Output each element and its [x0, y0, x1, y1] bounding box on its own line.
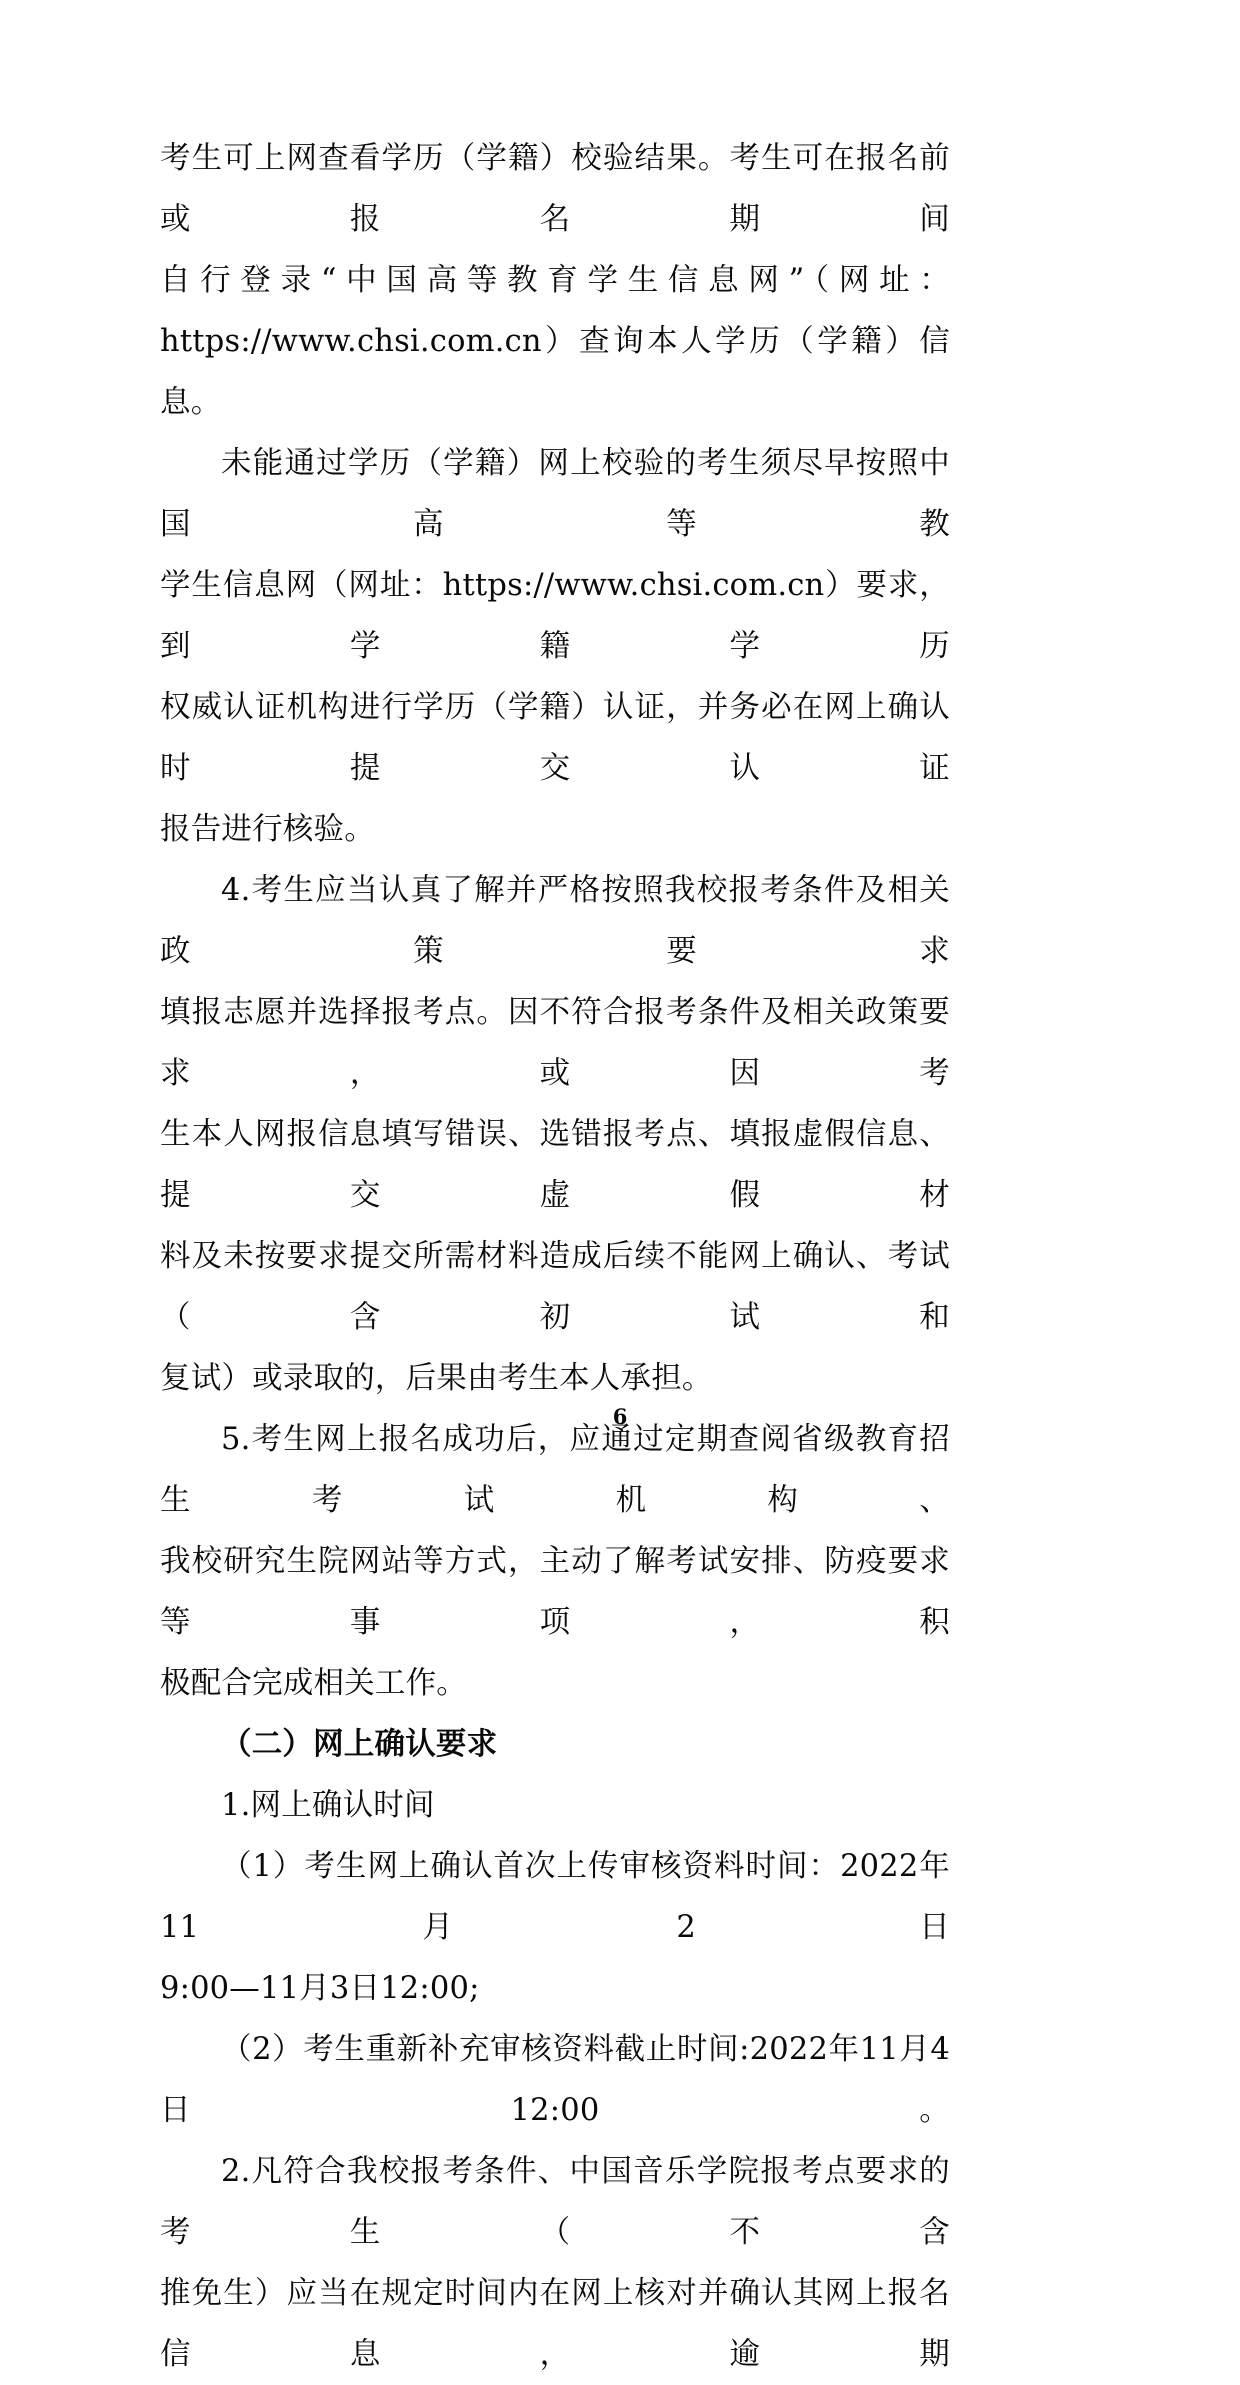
- text-line: 我校研究生院网站等方式，主动了解考试安排、防疫要求等事项，积: [160, 1544, 950, 1640]
- section-heading-online-confirmation: [160, 1714, 950, 1775]
- text-line: 4.考生应当认真了解并严格按照我校报考条件及相关政策要求: [160, 873, 950, 969]
- text-line: 生本人网报信息填写错误、选错报考点、填报虚假信息、提交虚假材: [160, 1117, 950, 1213]
- page-number: 6: [612, 1404, 628, 1429]
- text-line: 自行登录“中国高等教育学生信息网”（网址：: [160, 263, 950, 298]
- text-line: 学生信息网（网址：https://www.chsi.com.cn）要求，到学籍学历: [160, 568, 950, 664]
- text-line: 复试）或录取的，后果由考生本人承担。: [160, 1361, 713, 1396]
- text-line: 报告进行核验。: [160, 812, 375, 847]
- paragraph-sub-1: [160, 1775, 950, 1836]
- paragraph-item-4: [160, 860, 950, 1409]
- text-line: 1.网上确认时间: [221, 1788, 435, 1823]
- paragraph-sub-1-2: [160, 2019, 950, 2141]
- heading-text: （二）网上确认要求: [221, 1726, 498, 1762]
- text-line: （1）考生网上确认首次上传审核资料时间：2022年11月2日: [160, 1849, 950, 1945]
- text-line: 料及未按要求提交所需材料造成后续不能网上确认、考试（含初试和: [160, 1239, 950, 1335]
- text-line: （2）考生重新补充审核资料截止时间:2022年11月4日12:00。: [160, 2032, 950, 2128]
- page-content: [160, 128, 950, 2385]
- text-line: 未能通过学历（学籍）网上校验的考生须尽早按照中国高等教: [160, 446, 950, 542]
- paragraph-xueli-check: [160, 128, 950, 433]
- text-line: 填报志愿并选择报考点。因不符合报考条件及相关政策要求，或因考: [160, 995, 950, 1091]
- text-line: 极配合完成相关工作。: [160, 1666, 467, 1701]
- text-line: 9:00—11月3日12:00;: [160, 1971, 480, 2006]
- text-line: 权威认证机构进行学历（学籍）认证，并务必在网上确认时提交认证: [160, 690, 950, 786]
- text-line: 2.凡符合我校报考条件、中国音乐学院报考点要求的考生（不含: [160, 2154, 950, 2250]
- text-line: 考生可上网查看学历（学籍）校验结果。考生可在报名前或报名期间: [160, 141, 950, 237]
- text-line: https://www.chsi.com.cn）查询本人学历（学籍）信息。: [160, 324, 950, 420]
- paragraph-sub-2: [160, 2141, 950, 2385]
- paragraph-sub-1-1: [160, 1836, 950, 2019]
- paragraph-item-5: [160, 1409, 950, 1714]
- text-line: 推免生）应当在规定时间内在网上核对并确认其网上报名信息，逾期: [160, 2276, 950, 2372]
- text-line: 5.考生网上报名成功后，应通过定期查阅省级教育招生考试机构、: [160, 1422, 950, 1518]
- paragraph-renzheng: [160, 433, 950, 860]
